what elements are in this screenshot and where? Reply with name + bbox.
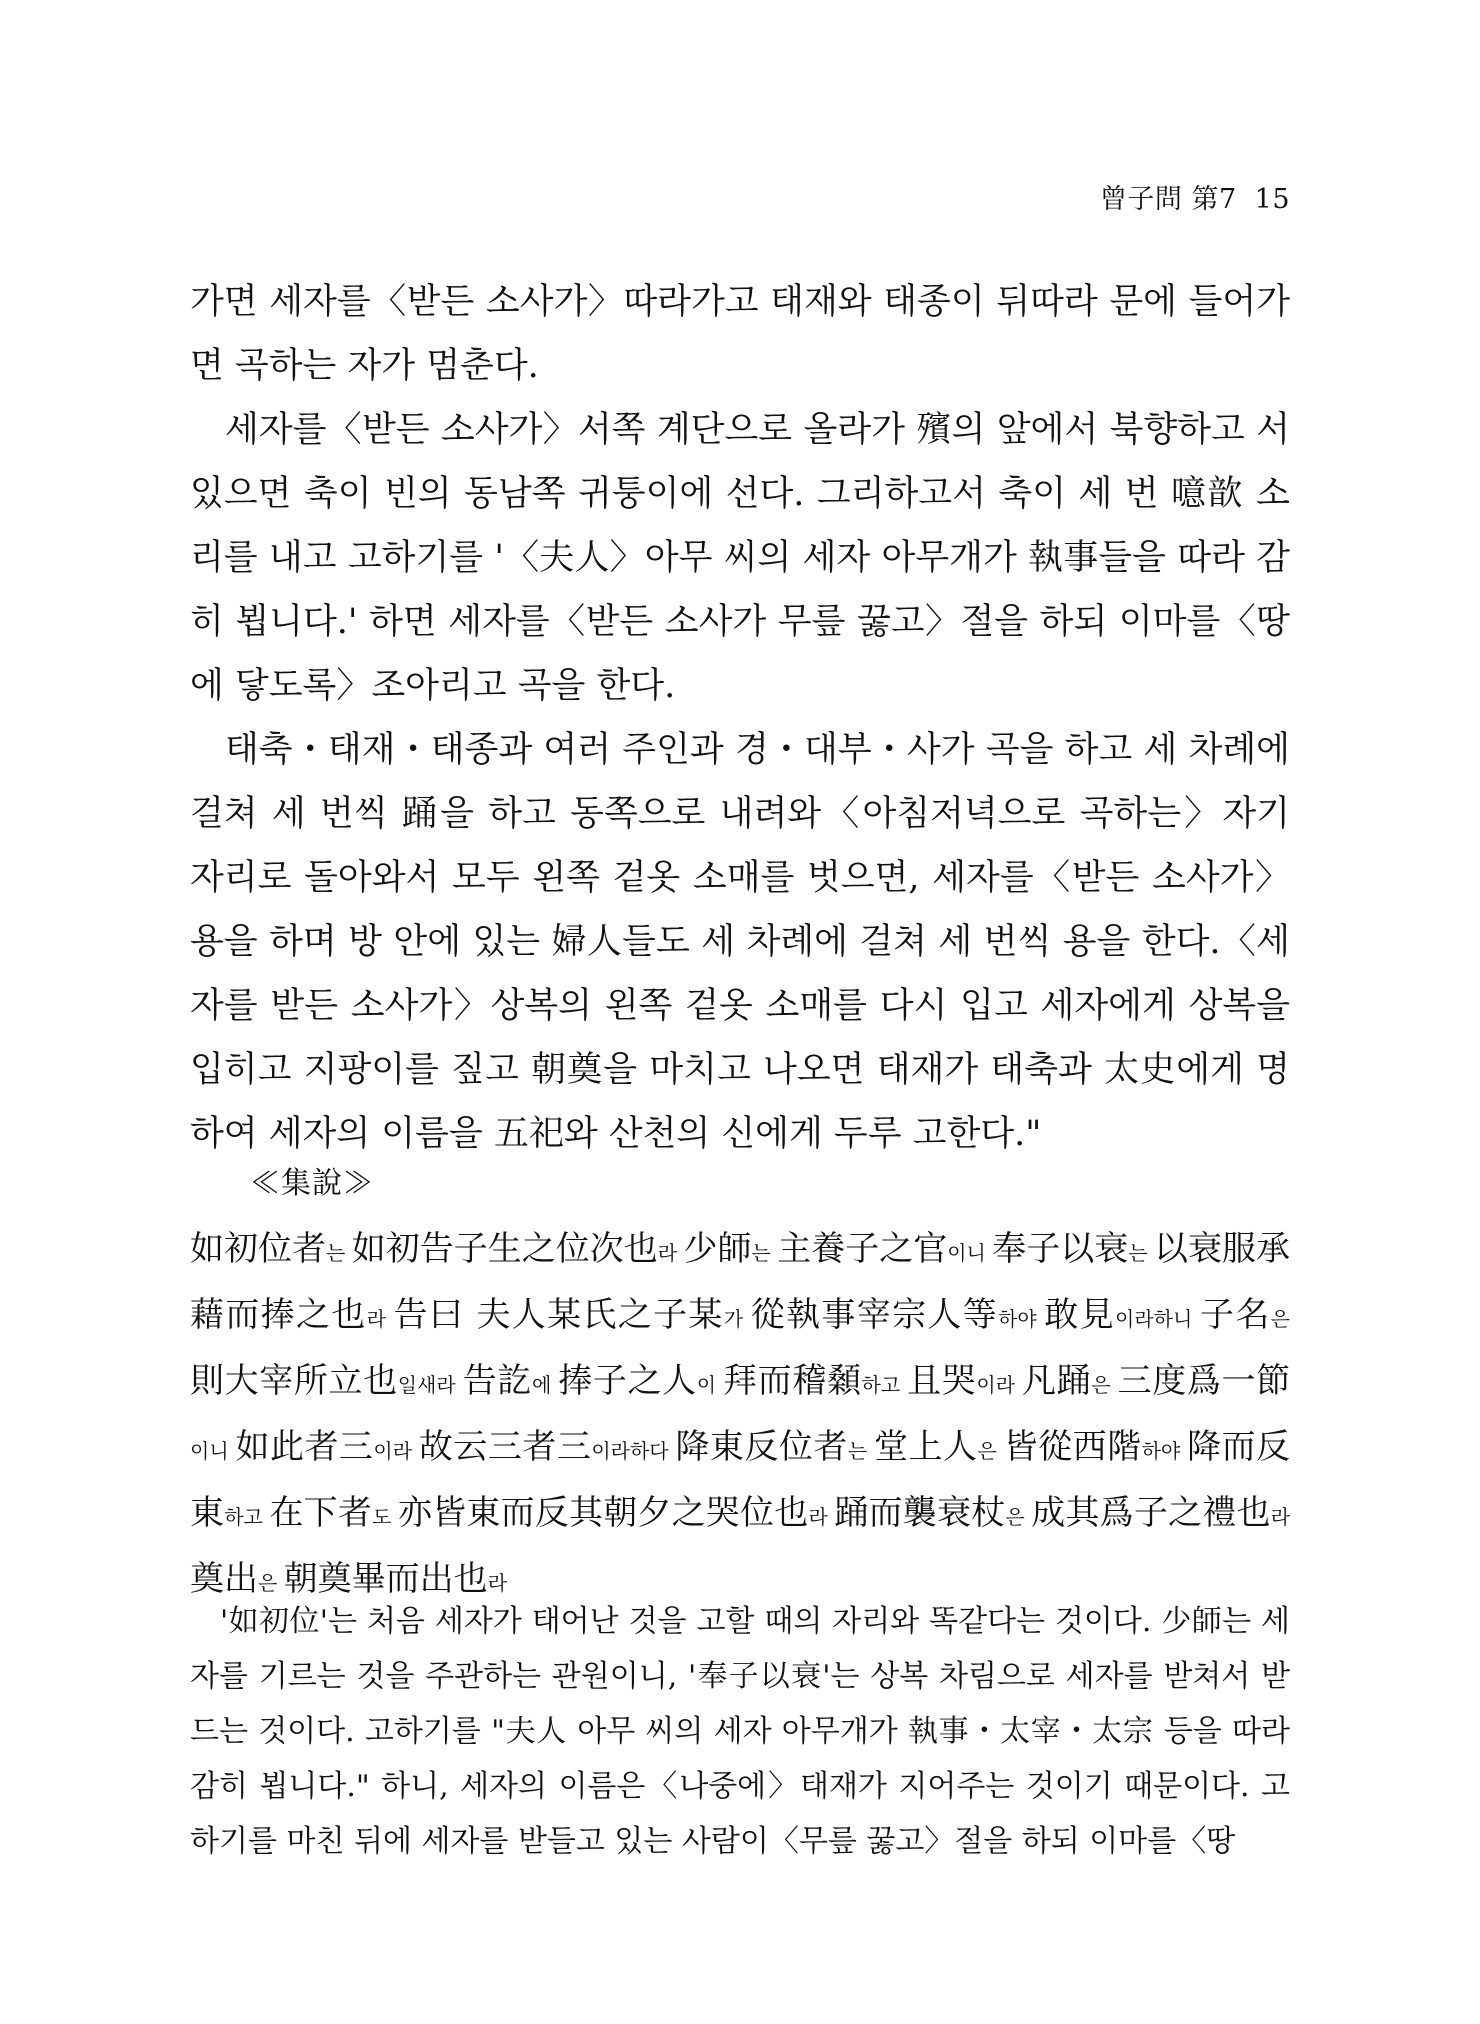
commentary-classical-text: 且哭 — [907, 1361, 977, 1401]
commentary-classical-text: 主養子之官 — [777, 1229, 948, 1269]
commentary-classical-text: 堂上人 — [874, 1427, 978, 1467]
commentary-particle: 는 — [326, 1241, 352, 1265]
commentary-classical-text: 降東反位者 — [675, 1427, 848, 1467]
commentary-classical-text: 在下者 — [269, 1493, 373, 1533]
commentary-particle: 이 — [696, 1373, 724, 1397]
commentary-classical-text: 降而反東 — [190, 1427, 1291, 1533]
commentary-classical-text: 少師 — [683, 1229, 752, 1269]
commentary-text — [190, 1218, 1290, 1614]
commentary-particle: 이라하다 — [591, 1439, 676, 1463]
running-header — [1060, 177, 1290, 216]
commentary-particle: 라 — [657, 1241, 684, 1265]
commentary-classical-text: 從執事宰宗人等 — [750, 1295, 999, 1335]
commentary-particle: 라 — [366, 1307, 394, 1331]
commentary-classical-text: 皆從西階 — [1003, 1427, 1142, 1467]
page-number: 15 — [1254, 184, 1290, 215]
commentary-classical-text: 如初告子生之位次也 — [351, 1229, 658, 1269]
commentary-particle: 는 — [1128, 1241, 1154, 1265]
collected-commentary-title: ≪集說≫ — [250, 1166, 374, 1201]
translation-paragraph: 가면 세자를〈받든 소사가〉따라가고 태재와 태종이 뒤따라 문에 들어가면 곡하는 자가 멈춘다. — [190, 282, 1290, 386]
commentary-particle: 는 — [751, 1241, 778, 1265]
commentary-particle: 은 — [258, 1571, 284, 1595]
commentary-classical-text: 則大宰所立也 — [190, 1361, 398, 1401]
commentary-classical-text: 奉子以衰 — [992, 1229, 1129, 1269]
commentary-particle: 가 — [723, 1307, 751, 1331]
commentary-classical-text: 三度爲一節 — [1117, 1361, 1291, 1401]
commentary-particle: 은 — [1091, 1373, 1118, 1397]
commentary-particle: 일새라 — [397, 1373, 463, 1397]
chapter-title: 曾子問 第7 — [1099, 184, 1237, 215]
commentary-particle: 은 — [1270, 1307, 1290, 1331]
commentary-classical-text: 以衰服承藉而捧之也 — [190, 1229, 1290, 1335]
commentary-particle: 도 — [372, 1505, 398, 1529]
commentary-particle: 이니 — [190, 1439, 236, 1463]
commentary-classical-text: 凡踊 — [1022, 1361, 1092, 1401]
translation-body — [190, 270, 1290, 1166]
translation-paragraph: 태축・태재・태종과 여러 주인과 경・대부・사가 곡을 하고 세 차례에 걸쳐 세 번씩 踊을 하고 동쪽으로 내려와〈아침저녁으로 곡하는〉자기 자리로 돌아와서 모두 왼쪽 겉옷 소매를 벗으면, 세자를〈받든 소사가〉용을 하며 방 안에 있는 婦人들도 세 차례에 걸쳐 세 번씩 용을 한다.〈세자를 받든 소사가〉상복의 왼쪽 겉옷 소매를 다시 입고 세자에게 상복을 입히고 지팡이를 짚고 朝奠을 마치고 나오면 태재가 태축과 太史에게 명하여 세자의 이름을 五祀와 산천의 신에게 두루 고한다." — [190, 730, 1290, 1154]
commentary-classical-text: 敢見 — [1044, 1295, 1116, 1335]
translation-paragraph: 세자를〈받든 소사가〉서쪽 계단으로 올라가 殯의 앞에서 북향하고 서 있으면 축이 빈의 동남쪽 귀퉁이에 선다. 그리하고서 축이 세 번 噫歆 소리를 내고 고하기를 '〈夫人〉아무 씨의 세자 아무개가 執事들을 따라 감히 뵙니다.' 하면 세자를〈받든 소사가 무릎 꿇고〉절을 하되 이마를〈땅에 닿도록〉조아리고 곡을 한다. — [190, 410, 1290, 706]
commentary-particle: 하야 — [998, 1307, 1045, 1331]
commentary-particle: 라 — [808, 1505, 835, 1529]
commentary-particle: 하고 — [861, 1373, 908, 1397]
commentary-particle: 라 — [1270, 1505, 1291, 1529]
commentary-classical-text: 如初位者 — [190, 1229, 327, 1269]
commentary-explanation: '如初位'는 처음 세자가 태어난 것을 고할 때의 자리와 똑같다는 것이다. 少師는 세자를 기르는 것을 주관하는 관원이니, '奉子以衰'는 상복 차림으로 세자를 받쳐서 받드는 것이다. 고하기를 "夫人 아무 씨의 세자 아무개가 執事・太宰・太宗 등을 따라 감히 뵙니다." 하니, 세자의 이름은〈나중에〉태재가 지어주는 것이기 때문이다. 고하기를 마친 뒤에 세자를 받들고 있는 사람이〈무릎 꿇고〉절을 하되 이마를〈땅 — [190, 1604, 1290, 1859]
commentary-particle: 하야 — [1141, 1439, 1188, 1463]
commentary-classical-text: 拜而稽顙 — [723, 1361, 862, 1401]
commentary-particle: 은 — [977, 1439, 1004, 1463]
commentary-classical-text: 奠出 — [190, 1559, 258, 1599]
commentary-classical-text: 朝奠畢而出也 — [283, 1559, 488, 1599]
commentary-particle: 는 — [847, 1439, 875, 1463]
commentary-classical-text: 亦皆東而反其朝夕之哭位也 — [397, 1493, 809, 1533]
commentary-particle: 이라 — [976, 1373, 1023, 1397]
commentary-particle: 이니 — [947, 1241, 993, 1265]
commentary-classical-text: 踊而襲衰杖 — [834, 1493, 1006, 1533]
commentary-classical-text: 如此者三 — [235, 1427, 374, 1467]
commentary-particle: 에 — [531, 1373, 559, 1397]
commentary-particle: 이라하니 — [1115, 1307, 1201, 1331]
commentary-classical-text: 故云三者三 — [418, 1427, 592, 1467]
commentary-classical-text: 捧子之人 — [558, 1361, 697, 1401]
commentary-classical-text: 子名 — [1200, 1295, 1271, 1335]
commentary-particle: 이라 — [373, 1439, 419, 1463]
commentary-particle: 하고 — [224, 1505, 270, 1529]
commentary-classical-text: 告曰 夫人某氏之子某 — [393, 1295, 724, 1335]
commentary-particle: 라 — [487, 1571, 508, 1595]
commentary-particle: 은 — [1005, 1505, 1032, 1529]
commentary-classical-text: 告訖 — [462, 1361, 532, 1401]
commentary-classical-text: 成其爲子之禮也 — [1031, 1493, 1271, 1533]
